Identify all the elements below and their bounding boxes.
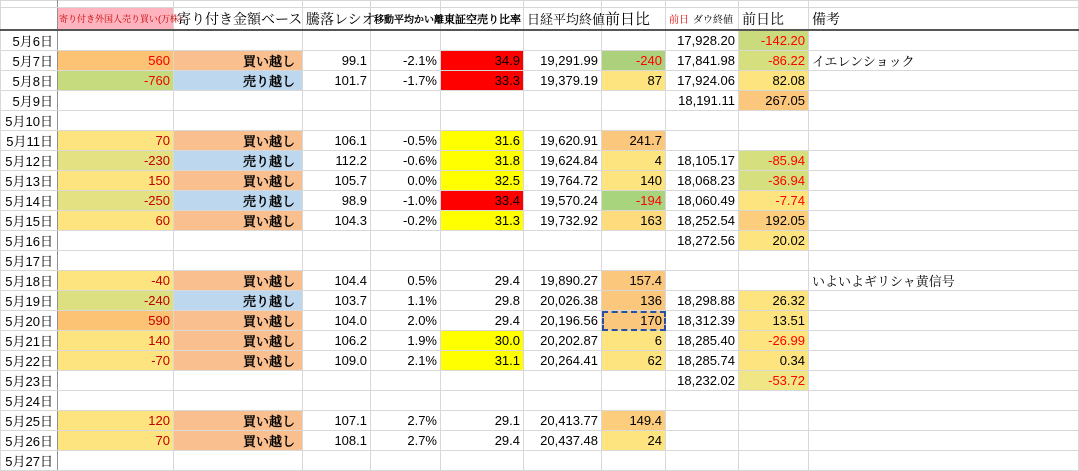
date-column-header[interactable] <box>1 8 58 31</box>
date-cell[interactable]: 5月17日 <box>1 251 58 271</box>
dow-change-header[interactable]: 前日比 <box>739 8 809 31</box>
note-cell[interactable] <box>809 131 1079 151</box>
top-partial-row <box>1 1 1079 8</box>
note-cell[interactable] <box>809 251 1079 271</box>
dow-change-cell[interactable]: 26.32 <box>739 291 809 311</box>
updown-ratio-header[interactable]: 騰落レシオ <box>303 8 371 31</box>
foreign-net-cell[interactable]: 590 <box>58 311 174 331</box>
nikkei-change-cell[interactable]: 149.4 <box>602 411 666 431</box>
ratio-cell[interactable] <box>303 30 371 51</box>
date-cell[interactable]: 5月27日 <box>1 451 58 471</box>
dow-change-cell[interactable] <box>739 131 809 151</box>
dow-close-cell[interactable]: 18,232.02 <box>666 371 739 391</box>
nikkei-close-cell[interactable]: 19,890.27 <box>524 271 602 291</box>
nikkei-close-cell[interactable]: 19,291.99 <box>524 51 602 71</box>
note-cell[interactable] <box>809 191 1079 211</box>
date-cell[interactable]: 5月12日 <box>1 151 58 171</box>
short-ratio-cell[interactable]: 31.1 <box>441 351 524 371</box>
date-cell[interactable]: 5月25日 <box>1 411 58 431</box>
nikkei-close-cell[interactable]: 19,379.19 <box>524 71 602 91</box>
cell[interactable] <box>371 1 441 8</box>
nikkei-close-cell[interactable]: 20,026.38 <box>524 291 602 311</box>
nikkei-change-cell[interactable] <box>602 231 666 251</box>
dow-close-cell[interactable]: 18,191.11 <box>666 91 739 111</box>
note-cell[interactable]: いよいよギリシャ黄信号 <box>809 271 1079 291</box>
dow-change-cell[interactable] <box>739 411 809 431</box>
note-cell[interactable] <box>809 411 1079 431</box>
foreign-net-cell[interactable]: 150 <box>58 171 174 191</box>
date-cell[interactable]: 5月14日 <box>1 191 58 211</box>
date-cell[interactable]: 5月23日 <box>1 371 58 391</box>
cell[interactable] <box>666 1 739 8</box>
nikkei-close-cell[interactable] <box>524 251 602 271</box>
ma-dev-cell[interactable]: 2.1% <box>371 351 441 371</box>
nikkei-change-cell[interactable]: 157.4 <box>602 271 666 291</box>
nikkei-change-cell[interactable]: 136 <box>602 291 666 311</box>
note-cell[interactable] <box>809 371 1079 391</box>
date-cell[interactable]: 5月11日 <box>1 131 58 151</box>
table-row <box>1 391 1079 411</box>
short-ratio-cell[interactable]: 32.5 <box>441 171 524 191</box>
note-cell[interactable] <box>809 211 1079 231</box>
nikkei-close-cell[interactable]: 20,264.41 <box>524 351 602 371</box>
dow-close-cell[interactable] <box>666 111 739 131</box>
nikkei-close-cell[interactable]: 19,620.91 <box>524 131 602 151</box>
ma-dev-cell[interactable]: -2.1% <box>371 51 441 71</box>
dow-change-cell[interactable]: -36.94 <box>739 171 809 191</box>
nikkei-change-cell[interactable] <box>602 391 666 411</box>
dow-close-header[interactable] <box>666 8 739 31</box>
note-cell[interactable] <box>809 111 1079 131</box>
ma-dev-cell[interactable] <box>371 451 441 471</box>
date-cell[interactable]: 5月10日 <box>1 111 58 131</box>
table-row <box>1 131 1079 151</box>
cell[interactable] <box>1 1 58 8</box>
ratio-cell[interactable]: 109.0 <box>303 351 371 371</box>
open-basis-cell[interactable]: 買い越し <box>174 51 303 71</box>
table-row <box>1 151 1079 171</box>
note-cell[interactable] <box>809 291 1079 311</box>
date-cell[interactable]: 5月16日 <box>1 231 58 251</box>
ratio-cell[interactable] <box>303 231 371 251</box>
dow-change-cell[interactable]: -86.22 <box>739 51 809 71</box>
table-row <box>1 191 1079 211</box>
ma-dev-cell[interactable] <box>371 391 441 411</box>
note-cell[interactable] <box>809 391 1079 411</box>
cell[interactable] <box>524 1 602 8</box>
note-cell[interactable] <box>809 231 1079 251</box>
foreign-net-cell[interactable] <box>58 91 174 111</box>
open-basis-cell[interactable] <box>174 391 303 411</box>
cell[interactable] <box>441 1 524 8</box>
foreign-net-cell[interactable] <box>58 30 174 51</box>
nikkei-close-cell[interactable] <box>524 91 602 111</box>
open-basis-cell[interactable] <box>174 231 303 251</box>
ma-dev-cell[interactable] <box>371 371 441 391</box>
ma-dev-cell[interactable]: -1.7% <box>371 71 441 91</box>
open-basis-cell[interactable] <box>174 111 303 131</box>
open-basis-cell[interactable]: 買い越し <box>174 431 303 451</box>
dow-change-cell[interactable] <box>739 251 809 271</box>
dow-close-cell[interactable]: 17,928.20 <box>666 30 739 51</box>
date-cell[interactable]: 5月20日 <box>1 311 58 331</box>
note-cell[interactable]: イエレンショック <box>809 51 1079 71</box>
nikkei-close-cell[interactable]: 19,570.24 <box>524 191 602 211</box>
ratio-cell[interactable] <box>303 371 371 391</box>
dow-close-cell[interactable]: 18,285.40 <box>666 331 739 351</box>
foreign-net-cell[interactable] <box>58 391 174 411</box>
open-basis-cell[interactable]: 売り越し <box>174 71 303 91</box>
ratio-cell[interactable] <box>303 91 371 111</box>
foreign-net-cell[interactable]: 120 <box>58 411 174 431</box>
date-cell[interactable]: 5月9日 <box>1 91 58 111</box>
note-cell[interactable] <box>809 431 1079 451</box>
dow-close-cell[interactable]: 18,312.39 <box>666 311 739 331</box>
nikkei-change-cell[interactable]: 163 <box>602 211 666 231</box>
date-cell[interactable]: 5月24日 <box>1 391 58 411</box>
dow-close-cell[interactable]: 18,272.56 <box>666 231 739 251</box>
nikkei-change-cell[interactable]: 87 <box>602 71 666 91</box>
foreign-net-cell[interactable]: 70 <box>58 131 174 151</box>
foreign-net-cell[interactable] <box>58 371 174 391</box>
ma-dev-cell[interactable]: 0.0% <box>371 171 441 191</box>
open-basis-cell[interactable]: 買い越し <box>174 271 303 291</box>
ratio-cell[interactable]: 112.2 <box>303 151 371 171</box>
nikkei-close-cell[interactable]: 19,624.84 <box>524 151 602 171</box>
short-ratio-cell[interactable] <box>441 391 524 411</box>
dow-change-cell[interactable] <box>739 271 809 291</box>
cell[interactable] <box>739 1 809 8</box>
foreign-net-cell[interactable]: -250 <box>58 191 174 211</box>
dow-change-cell[interactable]: -53.72 <box>739 371 809 391</box>
ratio-cell[interactable]: 98.9 <box>303 191 371 211</box>
open-basis-cell[interactable] <box>174 371 303 391</box>
dow-close-cell[interactable] <box>666 251 739 271</box>
table-row <box>1 331 1079 351</box>
dow-change-cell[interactable]: -26.99 <box>739 331 809 351</box>
note-cell[interactable] <box>809 331 1079 351</box>
note-header[interactable]: 備考 <box>809 8 1079 31</box>
dow-change-cell[interactable]: -7.74 <box>739 191 809 211</box>
table-row <box>1 271 1079 291</box>
ratio-cell[interactable]: 104.3 <box>303 211 371 231</box>
date-cell[interactable]: 5月13日 <box>1 171 58 191</box>
dow-close-cell[interactable] <box>666 431 739 451</box>
table-row <box>1 291 1079 311</box>
table-row <box>1 71 1079 91</box>
dow-close-cell[interactable] <box>666 411 739 431</box>
ma-dev-cell[interactable] <box>371 231 441 251</box>
date-cell[interactable]: 5月8日 <box>1 71 58 91</box>
foreign-net-cell[interactable]: -240 <box>58 291 174 311</box>
nikkei-change-cell[interactable] <box>602 451 666 471</box>
short-ratio-cell[interactable]: 31.6 <box>441 131 524 151</box>
nikkei-close-header[interactable]: 日経平均終値 <box>524 8 602 31</box>
nikkei-change-header[interactable]: 前日比 <box>602 8 666 31</box>
open-basis-cell[interactable]: 買い越し <box>174 211 303 231</box>
short-ratio-cell[interactable]: 31.3 <box>441 211 524 231</box>
table-row <box>1 351 1079 371</box>
ratio-cell[interactable]: 103.7 <box>303 291 371 311</box>
ratio-cell[interactable]: 107.1 <box>303 411 371 431</box>
dow-change-cell[interactable]: 0.34 <box>739 351 809 371</box>
date-cell[interactable]: 5月15日 <box>1 211 58 231</box>
table-row <box>1 251 1079 271</box>
foreign-net-header[interactable]: 寄り付き外国人売り買い(万株) <box>58 8 174 31</box>
short-ratio-cell[interactable]: 33.3 <box>441 71 524 91</box>
nikkei-change-cell[interactable]: 24 <box>602 431 666 451</box>
nikkei-change-cell[interactable] <box>602 91 666 111</box>
ma-dev-cell[interactable]: 1.1% <box>371 291 441 311</box>
cell[interactable] <box>809 1 1079 8</box>
ratio-cell[interactable]: 105.7 <box>303 171 371 191</box>
open-basis-cell[interactable]: 買い越し <box>174 131 303 151</box>
table-row <box>1 211 1079 231</box>
open-amount-basis-header[interactable]: 寄り付き金額ベース <box>174 8 303 31</box>
open-basis-cell[interactable]: 買い越し <box>174 311 303 331</box>
dow-close-cell[interactable]: 17,924.06 <box>666 71 739 91</box>
table-row <box>1 451 1079 471</box>
dow-close-cell[interactable]: 18,060.49 <box>666 191 739 211</box>
ratio-cell[interactable]: 101.7 <box>303 71 371 91</box>
table-row <box>1 30 1079 51</box>
header-row <box>1 8 1079 31</box>
nikkei-close-cell[interactable]: 20,202.87 <box>524 331 602 351</box>
ma-dev-cell[interactable]: 1.9% <box>371 331 441 351</box>
open-basis-cell[interactable] <box>174 451 303 471</box>
open-basis-cell[interactable]: 売り越し <box>174 191 303 211</box>
note-cell[interactable] <box>809 451 1079 471</box>
dow-change-cell[interactable] <box>739 391 809 411</box>
ratio-cell[interactable]: 106.2 <box>303 331 371 351</box>
nikkei-close-cell[interactable] <box>524 371 602 391</box>
short-ratio-cell[interactable] <box>441 251 524 271</box>
foreign-net-cell[interactable]: -760 <box>58 71 174 91</box>
dow-close-cell[interactable] <box>666 131 739 151</box>
short-sell-ratio-header[interactable]: 東証空売り比率 <box>441 8 524 31</box>
foreign-net-cell[interactable] <box>58 111 174 131</box>
short-ratio-cell[interactable]: 29.1 <box>441 411 524 431</box>
ratio-cell[interactable] <box>303 451 371 471</box>
nikkei-change-cell[interactable]: -194 <box>602 191 666 211</box>
nikkei-change-cell[interactable] <box>602 251 666 271</box>
date-cell[interactable]: 5月21日 <box>1 331 58 351</box>
open-basis-cell[interactable] <box>174 251 303 271</box>
note-cell[interactable] <box>809 171 1079 191</box>
ratio-cell[interactable] <box>303 111 371 131</box>
foreign-net-cell[interactable]: -40 <box>58 271 174 291</box>
nikkei-change-cell[interactable] <box>602 111 666 131</box>
short-ratio-cell[interactable]: 29.4 <box>441 311 524 331</box>
dow-close-cell[interactable]: 18,068.23 <box>666 171 739 191</box>
foreign-net-cell[interactable] <box>58 451 174 471</box>
table-row <box>1 91 1079 111</box>
open-basis-cell[interactable]: 売り越し <box>174 151 303 171</box>
dow-change-cell[interactable] <box>739 451 809 471</box>
open-basis-cell[interactable]: 買い越し <box>174 411 303 431</box>
table-row <box>1 171 1079 191</box>
ratio-cell[interactable]: 104.4 <box>303 271 371 291</box>
nikkei-change-cell[interactable]: 6 <box>602 331 666 351</box>
note-cell[interactable] <box>809 351 1079 371</box>
dow-close-cell[interactable]: 18,252.54 <box>666 211 739 231</box>
open-basis-cell[interactable]: 買い越し <box>174 351 303 371</box>
note-cell[interactable] <box>809 30 1079 51</box>
foreign-net-cell[interactable]: 560 <box>58 51 174 71</box>
cell[interactable] <box>174 1 303 8</box>
dow-close-cell[interactable]: 17,841.98 <box>666 51 739 71</box>
dow-change-cell[interactable]: 20.02 <box>739 231 809 251</box>
nikkei-close-cell[interactable] <box>524 111 602 131</box>
dow-change-cell[interactable] <box>739 111 809 131</box>
ratio-cell[interactable]: 108.1 <box>303 431 371 451</box>
nikkei-close-cell[interactable] <box>524 30 602 51</box>
foreign-net-cell[interactable] <box>58 231 174 251</box>
table-row <box>1 51 1079 71</box>
date-cell[interactable]: 5月22日 <box>1 351 58 371</box>
short-ratio-cell[interactable]: 30.0 <box>441 331 524 351</box>
ratio-cell[interactable] <box>303 391 371 411</box>
nikkei-close-cell[interactable] <box>524 451 602 471</box>
foreign-net-cell[interactable]: 140 <box>58 331 174 351</box>
ma-dev-cell[interactable] <box>371 251 441 271</box>
nikkei-change-cell[interactable]: 170 <box>602 311 666 331</box>
ratio-cell[interactable]: 104.0 <box>303 311 371 331</box>
date-cell[interactable]: 5月18日 <box>1 271 58 291</box>
date-cell[interactable]: 5月7日 <box>1 51 58 71</box>
short-ratio-cell[interactable]: 34.9 <box>441 51 524 71</box>
dow-close-cell[interactable]: 18,298.88 <box>666 291 739 311</box>
table-row <box>1 311 1079 331</box>
ratio-cell[interactable]: 99.1 <box>303 51 371 71</box>
nikkei-change-cell[interactable]: 62 <box>602 351 666 371</box>
ma-dev-cell[interactable]: 0.5% <box>371 271 441 291</box>
nikkei-close-cell[interactable] <box>524 231 602 251</box>
ma-dev-cell[interactable] <box>371 111 441 131</box>
open-basis-cell[interactable] <box>174 30 303 51</box>
nikkei-change-cell[interactable]: 4 <box>602 151 666 171</box>
dow-change-cell[interactable]: -85.94 <box>739 151 809 171</box>
ma-dev-cell[interactable]: 2.7% <box>371 431 441 451</box>
short-ratio-cell[interactable]: 31.8 <box>441 151 524 171</box>
cell[interactable] <box>58 1 174 8</box>
short-ratio-cell[interactable] <box>441 231 524 251</box>
note-cell[interactable] <box>809 71 1079 91</box>
open-basis-cell[interactable] <box>174 91 303 111</box>
foreign-net-cell[interactable]: 70 <box>58 431 174 451</box>
cell[interactable] <box>602 1 666 8</box>
nikkei-close-cell[interactable]: 20,437.48 <box>524 431 602 451</box>
note-cell[interactable] <box>809 151 1079 171</box>
nikkei-change-cell[interactable]: -240 <box>602 51 666 71</box>
nikkei-close-cell[interactable]: 19,732.92 <box>524 211 602 231</box>
date-cell[interactable]: 5月6日 <box>1 30 58 51</box>
ma-dev-cell[interactable]: 2.7% <box>371 411 441 431</box>
ma-dev-cell[interactable]: -0.6% <box>371 151 441 171</box>
nikkei-change-cell[interactable]: 241.7 <box>602 131 666 151</box>
table-row <box>1 431 1079 451</box>
short-ratio-cell[interactable] <box>441 91 524 111</box>
foreign-net-cell[interactable]: -70 <box>58 351 174 371</box>
ratio-cell[interactable] <box>303 251 371 271</box>
dow-close-cell[interactable] <box>666 271 739 291</box>
table-row <box>1 411 1079 431</box>
nikkei-change-cell[interactable]: 140 <box>602 171 666 191</box>
cell[interactable] <box>303 1 371 8</box>
dow-change-cell[interactable]: 82.08 <box>739 71 809 91</box>
ma-dev-cell[interactable]: 2.0% <box>371 311 441 331</box>
short-ratio-cell[interactable]: 29.4 <box>441 271 524 291</box>
nikkei-close-cell[interactable]: 20,196.56 <box>524 311 602 331</box>
short-ratio-cell[interactable]: 29.8 <box>441 291 524 311</box>
ma-dev-cell[interactable] <box>371 91 441 111</box>
dow-change-cell[interactable]: 267.05 <box>739 91 809 111</box>
dow-change-cell[interactable]: -142.20 <box>739 30 809 51</box>
table-row <box>1 231 1079 251</box>
ma-dev-cell[interactable]: -1.0% <box>371 191 441 211</box>
nikkei-change-cell[interactable] <box>602 371 666 391</box>
foreign-net-cell[interactable] <box>58 251 174 271</box>
dow-close-cell[interactable]: 18,105.17 <box>666 151 739 171</box>
table-row <box>1 371 1079 391</box>
date-cell[interactable]: 5月19日 <box>1 291 58 311</box>
ratio-cell[interactable]: 106.1 <box>303 131 371 151</box>
short-ratio-cell[interactable] <box>441 371 524 391</box>
ma-dev-cell[interactable]: -0.2% <box>371 211 441 231</box>
nikkei-close-cell[interactable]: 19,764.72 <box>524 171 602 191</box>
dow-prev-label: 前日 <box>669 15 689 26</box>
dow-change-cell[interactable]: 192.05 <box>739 211 809 231</box>
nikkei-change-cell[interactable] <box>602 30 666 51</box>
dow-close-cell[interactable]: 18,285.74 <box>666 351 739 371</box>
open-basis-cell[interactable]: 買い越し <box>174 171 303 191</box>
dow-close-cell[interactable] <box>666 451 739 471</box>
nikkei-close-cell[interactable] <box>524 391 602 411</box>
open-basis-cell[interactable]: 売り越し <box>174 291 303 311</box>
short-ratio-cell[interactable] <box>441 451 524 471</box>
note-cell[interactable] <box>809 91 1079 111</box>
foreign-net-cell[interactable]: -230 <box>58 151 174 171</box>
short-ratio-cell[interactable]: 33.4 <box>441 191 524 211</box>
dow-close-cell[interactable] <box>666 391 739 411</box>
ma-dev-cell[interactable]: -0.5% <box>371 131 441 151</box>
note-cell[interactable] <box>809 311 1079 331</box>
date-cell[interactable]: 5月26日 <box>1 431 58 451</box>
table-row <box>1 111 1079 131</box>
dow-change-cell[interactable] <box>739 431 809 451</box>
ma-dev-cell[interactable] <box>371 30 441 51</box>
dow-change-cell[interactable]: 13.51 <box>739 311 809 331</box>
nikkei-close-cell[interactable]: 20,413.77 <box>524 411 602 431</box>
dow-close-label: ダウ終値 <box>693 15 733 26</box>
ma-deviation-header[interactable]: 移動平均かい離 <box>371 8 441 31</box>
short-ratio-cell[interactable]: 29.4 <box>441 431 524 451</box>
foreign-net-cell[interactable]: 60 <box>58 211 174 231</box>
short-ratio-cell[interactable] <box>441 30 524 51</box>
short-ratio-cell[interactable] <box>441 111 524 131</box>
open-basis-cell[interactable]: 買い越し <box>174 331 303 351</box>
